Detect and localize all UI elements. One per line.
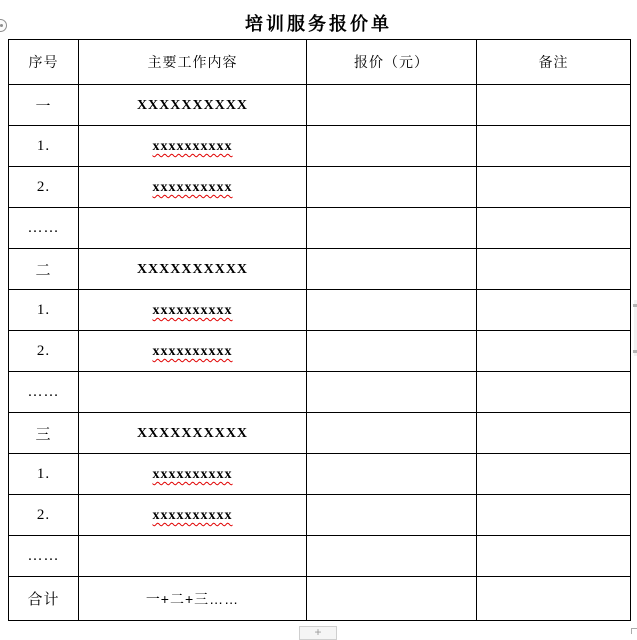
cell-note[interactable] [477, 577, 631, 621]
cell-no[interactable]: 合计 [9, 577, 79, 621]
table-row [9, 495, 631, 536]
cell-note[interactable] [477, 454, 631, 495]
cell-no[interactable]: …… [9, 372, 79, 413]
content-text: xxxxxxxxxx [152, 508, 233, 523]
col-header-price: 报价（元） [307, 40, 477, 85]
content-text: XXXXXXXXXX [136, 98, 249, 113]
table-row [9, 536, 631, 577]
table-resize-handle[interactable] [299, 626, 337, 640]
table-row [9, 208, 631, 249]
table-row [9, 331, 631, 372]
cell-no[interactable]: …… [9, 536, 79, 577]
cell-content[interactable] [79, 208, 307, 249]
cell-note[interactable] [477, 85, 631, 126]
cell-content[interactable] [79, 249, 307, 290]
content-text: xxxxxxxxxx [152, 180, 233, 195]
cell-no[interactable]: 2. [9, 331, 79, 372]
table-row [9, 249, 631, 290]
cell-content[interactable] [79, 126, 307, 167]
table-row [9, 167, 631, 208]
cell-content[interactable] [79, 454, 307, 495]
cell-note[interactable] [477, 331, 631, 372]
cell-no[interactable]: …… [9, 208, 79, 249]
cell-no[interactable]: 一 [9, 85, 79, 126]
cell-content[interactable] [79, 577, 307, 621]
scrollbar-tick-icon [633, 304, 637, 307]
cell-note[interactable] [477, 413, 631, 454]
cell-no[interactable]: 2. [9, 495, 79, 536]
table-row [9, 126, 631, 167]
cell-note[interactable] [477, 167, 631, 208]
cell-price[interactable] [307, 536, 477, 577]
resize-corner-icon [631, 628, 637, 634]
cell-price[interactable] [307, 85, 477, 126]
table-row [9, 413, 631, 454]
content-text: xxxxxxxxxx [152, 303, 233, 318]
cell-no[interactable]: 1. [9, 126, 79, 167]
cell-no[interactable]: 三 [9, 413, 79, 454]
cell-price[interactable] [307, 126, 477, 167]
col-header-content: 主要工作内容 [79, 40, 307, 85]
content-text: xxxxxxxxxx [152, 467, 233, 482]
cell-note[interactable] [477, 372, 631, 413]
cell-content[interactable] [79, 413, 307, 454]
plus-icon: + [314, 625, 322, 639]
table-row [9, 290, 631, 331]
total-formula-text: 一+二+三…… [145, 590, 240, 607]
cell-content[interactable] [79, 495, 307, 536]
cell-price[interactable] [307, 495, 477, 536]
content-text: xxxxxxxxxx [152, 139, 233, 154]
cell-price[interactable] [307, 372, 477, 413]
cell-price[interactable] [307, 454, 477, 495]
cell-price[interactable] [307, 290, 477, 331]
content-text: xxxxxxxxxx [152, 344, 233, 359]
cell-price[interactable] [307, 577, 477, 621]
cell-no[interactable]: 二 [9, 249, 79, 290]
content-text: XXXXXXXXXX [136, 262, 249, 277]
cell-content[interactable] [79, 167, 307, 208]
table-row [9, 85, 631, 126]
cell-price[interactable] [307, 208, 477, 249]
cell-content[interactable] [79, 85, 307, 126]
table-row [9, 372, 631, 413]
cell-no[interactable]: 1. [9, 454, 79, 495]
table-row-total [9, 577, 631, 621]
cell-note[interactable] [477, 208, 631, 249]
cell-no[interactable]: 1. [9, 290, 79, 331]
cell-price[interactable] [307, 249, 477, 290]
cell-price[interactable] [307, 413, 477, 454]
col-header-no: 序号 [9, 40, 79, 85]
cell-content[interactable] [79, 536, 307, 577]
cell-note[interactable] [477, 126, 631, 167]
cell-note[interactable] [477, 536, 631, 577]
cell-note[interactable] [477, 290, 631, 331]
cell-price[interactable] [307, 331, 477, 372]
cell-content[interactable] [79, 290, 307, 331]
page-title: 培训服务报价单 [245, 14, 392, 34]
header-row [9, 40, 631, 85]
cell-content[interactable] [79, 372, 307, 413]
cell-content[interactable] [79, 331, 307, 372]
cell-price[interactable] [307, 167, 477, 208]
table-row [9, 454, 631, 495]
cell-note[interactable] [477, 249, 631, 290]
scrollbar-tick-icon [633, 350, 637, 353]
content-text: XXXXXXXXXX [136, 426, 249, 441]
col-header-note: 备注 [477, 40, 631, 85]
quotation-table [8, 39, 631, 621]
cell-no[interactable]: 2. [9, 167, 79, 208]
cell-note[interactable] [477, 495, 631, 536]
